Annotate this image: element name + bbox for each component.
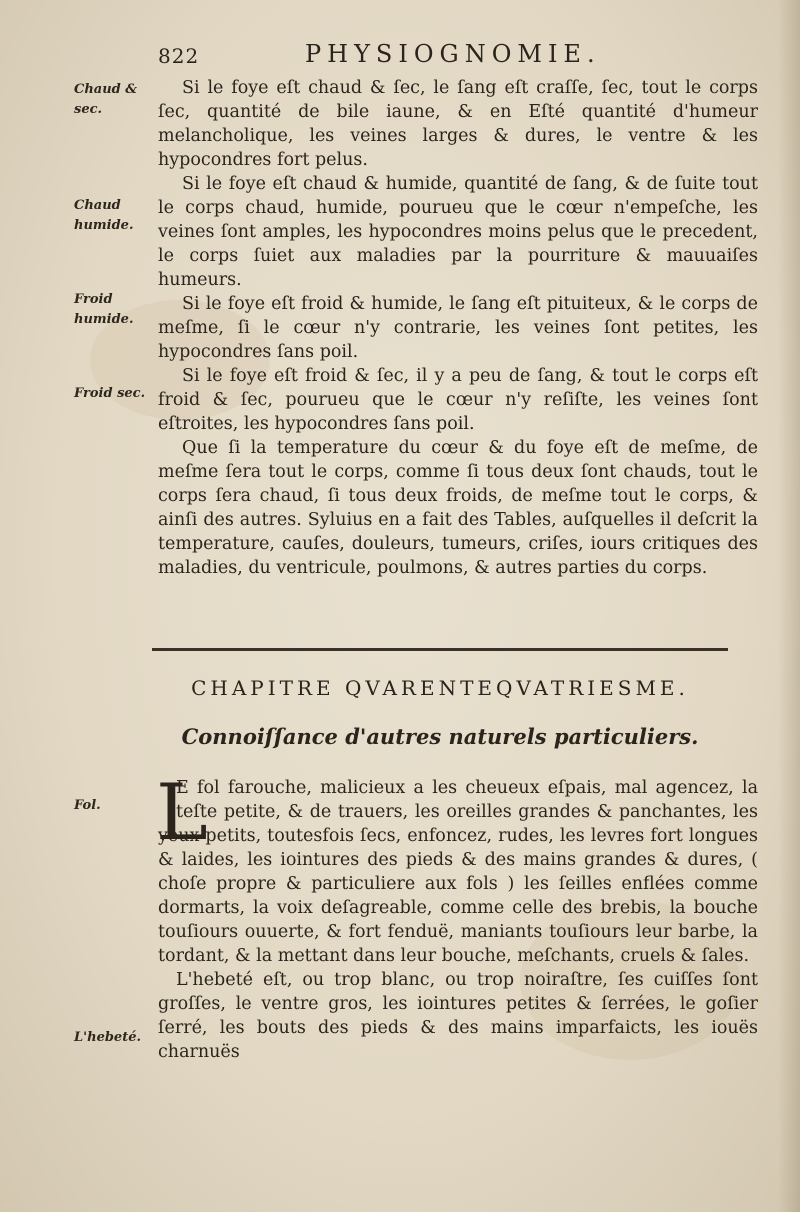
paragraph-fol (156, 768, 758, 968)
margin-note-froid-humide: Froid humide. (74, 292, 134, 327)
chapter-title: CHAPITRE QVARENTEQVATRIESME. (191, 676, 689, 700)
running-title: PHYSIOGNOMIE. (305, 40, 601, 68)
margin-note-fol: Fol. (74, 798, 101, 813)
chapter-subtitle: Connoiſſance d'autres naturels particuliers. (181, 724, 699, 749)
margin-note-froid-sec: Froid sec. (74, 386, 146, 401)
paragraph-foye-chaud-humide: Si le foye eſt chaud & humide, quantité de ſang, & de ſuite tout le corps chaud, humide, pourueu que le cœur n'empeſche, les veines ſont amples, les hypocondres moins pelus que le precedent, le corps ſuiet aux maladies par la pourriture & mauuaiſes humeurs. (158, 174, 758, 290)
paragraph-fol-text: E fol farouche, malicieux a les cheueux eſpais, mal agencez, la teſte petite, & de trauers, les oreilles grandes & panchantes, les yeux petits, toutesfois ſecs, enfoncez, rudes, les levres fort longues & laides, les iointures des pieds & des mains grandes & dures, ( choſe propre & particuliere aux fols ) les ſeilles enflées comme dormarts, la voix deſagreable, comme celle des brebis, la bouche touſiours ouuerte, & fort fenduë, maniants touſiours leur barbe, la tordant, & la mettant dans leur bouche, meſchants, cruels & ſales. (158, 778, 758, 966)
paragraph-foye-froid-sec: Si le foye eſt froid & ſec, il y a peu de ſang, & tout le corps eſt froid & ſec, pourueu que le cœur n'y reſiſte, les veines ſont eſtroites, les hypocondres ſans poil. (158, 366, 758, 434)
page-gutter-shadow (778, 0, 800, 1212)
chapter-divider-rule (152, 648, 728, 651)
page-header (0, 40, 800, 74)
paragraph-temperature: Que ſi la temperature du cœur & du foye eſt de meſme, de meſme ſera tout le corps, comme ſi tous deux ſont chauds, tout le corps ſera chaud, ſi tous deux froids, de meſme tout le corps, & ainſi des autres. Syluius en a fait des Tables, auſquelles il deſcrit la temperature, cauſes, douleurs, tumeurs, criſes, iours critiques des maladies, du ventricule, poulmons, & autres parties du corps. (158, 438, 758, 578)
margin-note-chaud-sec: Chaud & sec. (74, 82, 138, 117)
page-number: 822 (158, 44, 200, 68)
margin-note-hebete: L'hebeté. (74, 1030, 142, 1045)
drop-cap-initial: L (156, 768, 208, 858)
paragraph-hebete: L'hebeté eſt, ou trop blanc, ou trop noiraſtre, ſes cuiſſes ſont groſſes, le ventre gros, les iointures petites & ſerrées, le goſier ſerré, les bouts des pieds & des mains imparfaicts, les iouës charnuës (158, 970, 758, 1062)
paragraph-foye-chaud-sec: Si le foye eſt chaud & ſec, le ſang eſt craſſe, ſec, tout le corps ſec, quantité de bile iaune, & en Eſté quantité d'humeur melancholique, les veines larges & dures, le ventre & les hypocondres fort pelus. (158, 78, 758, 170)
body-text-lower (156, 768, 758, 1064)
body-text-upper (158, 76, 758, 580)
paragraph-foye-froid-humide: Si le foye eſt froid & humide, le ſang eſt pituiteux, & le corps de meſme, ſi le cœur n'y contrarie, les veines ſont petites, les hypocondres ſans poil. (158, 294, 758, 362)
margin-note-chaud-humide: Chaud humide. (74, 198, 134, 233)
